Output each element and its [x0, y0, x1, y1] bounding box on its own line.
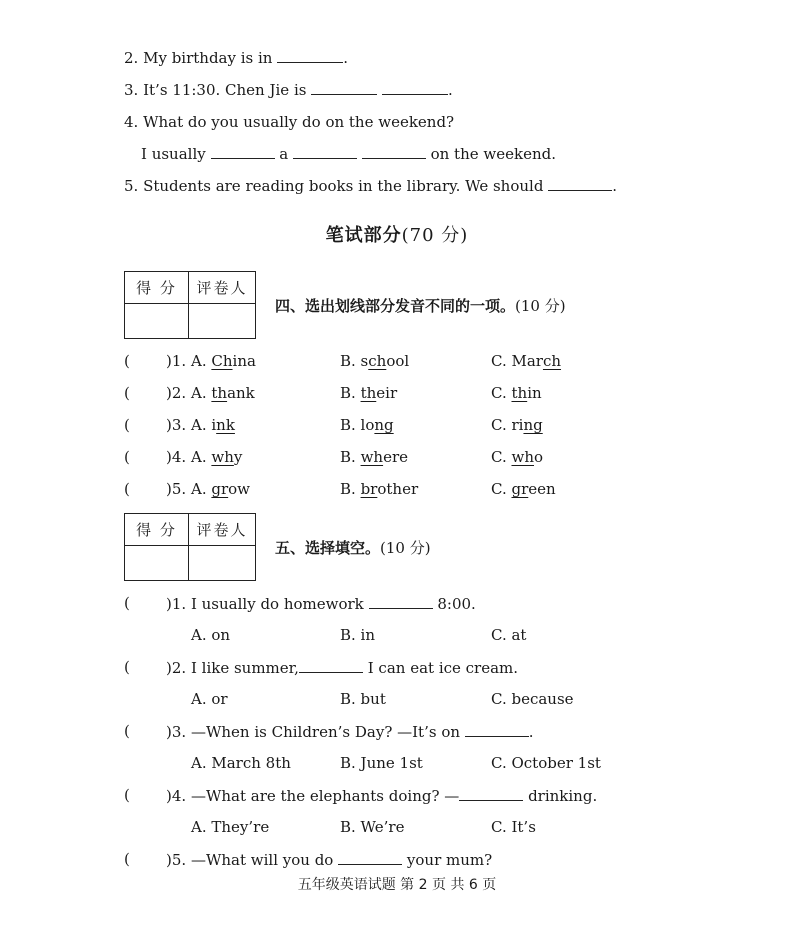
option-text: y: [233, 448, 243, 466]
option-text: ere: [383, 448, 408, 466]
option-c[interactable]: C. It’s: [491, 818, 536, 836]
option-b[interactable]: [340, 416, 394, 434]
option-a[interactable]: [191, 384, 255, 402]
section-title-text: 四、选出划线部分发音不同的一项。: [275, 297, 516, 315]
question-number: )3.: [166, 723, 187, 741]
question-number: )4.: [166, 787, 187, 805]
option-c[interactable]: [491, 384, 542, 402]
answer-paren[interactable]: (: [124, 448, 130, 466]
option-text: ina: [232, 352, 256, 370]
option-text: C.: [491, 384, 512, 402]
answer-paren[interactable]: (: [124, 352, 130, 370]
answer-blank[interactable]: [311, 80, 377, 95]
option-c[interactable]: C. at: [491, 626, 527, 644]
score-cell[interactable]: [125, 304, 189, 338]
option-b[interactable]: [340, 384, 397, 402]
grader-cell[interactable]: [189, 546, 255, 580]
question-text: drinking.: [528, 787, 598, 805]
option-text: A. i: [191, 416, 217, 434]
option-b[interactable]: [340, 480, 418, 498]
answer-blank[interactable]: [362, 144, 426, 159]
grader-label: 评卷人: [189, 272, 255, 304]
answer-paren[interactable]: (: [124, 850, 130, 868]
option-text: B. lo: [340, 416, 375, 434]
underlined-letters: ng: [523, 416, 543, 434]
answer-paren[interactable]: (: [124, 786, 130, 804]
score-box: [124, 271, 256, 339]
option-a[interactable]: A. They’re: [191, 818, 270, 836]
option-b[interactable]: [340, 352, 409, 370]
question-number: )5.: [166, 851, 187, 869]
option-text: B.: [340, 384, 361, 402]
option-text: ank: [227, 384, 255, 402]
question-text: —What will you do: [190, 851, 334, 869]
answer-text: a: [279, 145, 289, 163]
question-number: )3.: [166, 416, 187, 434]
section-5-q2: [166, 658, 518, 678]
answer-blank[interactable]: [459, 786, 523, 801]
question-text: your mum?: [406, 851, 493, 869]
section-5-q3: [166, 722, 534, 742]
score-cell[interactable]: [125, 546, 189, 580]
underlined-letters: wh: [511, 448, 534, 466]
answer-paren[interactable]: (: [124, 594, 130, 612]
answer-blank[interactable]: [277, 48, 343, 63]
question-text: I usually do homework: [190, 595, 364, 613]
listening-q4: [124, 112, 454, 132]
question-text: 8:00.: [437, 595, 476, 613]
listening-q2: [124, 48, 348, 68]
question-number: )1.: [166, 352, 187, 370]
answer-blank[interactable]: [293, 144, 357, 159]
answer-blank[interactable]: [369, 594, 433, 609]
answer-text: I usually: [141, 145, 206, 163]
answer-paren[interactable]: (: [124, 722, 130, 740]
question-text: I like summer,: [190, 659, 299, 677]
question-number: 3.: [124, 81, 139, 99]
question-text: Students are reading books in the library. We should: [143, 177, 544, 195]
option-c[interactable]: C. October 1st: [491, 754, 601, 772]
section-5-q5: [166, 850, 492, 870]
option-text: ool: [386, 352, 410, 370]
underlined-letters: Ch: [211, 352, 233, 370]
underlined-letters: ng: [374, 416, 394, 434]
answer-blank[interactable]: [465, 722, 529, 737]
section-5-title: [275, 537, 431, 558]
option-text: C.: [491, 480, 512, 498]
option-a[interactable]: [191, 416, 235, 434]
option-text: A.: [191, 448, 212, 466]
section-title-text: 五、选择填空。: [275, 539, 381, 557]
question-number: )1.: [166, 595, 187, 613]
punct: .: [528, 723, 534, 741]
answer-paren[interactable]: (: [124, 658, 130, 676]
answer-blank[interactable]: [299, 658, 363, 673]
underlined-letters: ch: [368, 352, 387, 370]
underlined-letters: th: [511, 384, 528, 402]
option-c[interactable]: C. because: [491, 690, 574, 708]
section-5-q1: [166, 594, 476, 614]
option-text: o: [533, 448, 544, 466]
underlined-letters: wh: [211, 448, 234, 466]
question-number: )2.: [166, 659, 187, 677]
question-text: —When is Children’s Day? —It’s on: [190, 723, 461, 741]
question-number: 5.: [124, 177, 139, 195]
option-a[interactable]: A. on: [191, 626, 231, 644]
option-text: A.: [191, 384, 212, 402]
answer-paren[interactable]: (: [124, 384, 130, 402]
option-c[interactable]: [491, 352, 561, 370]
option-text: A.: [191, 480, 212, 498]
section-5-q4: [166, 786, 597, 806]
page-footer: 五年级英语试题 第 2 页 共 6 页: [297, 877, 497, 893]
answer-blank[interactable]: [338, 850, 402, 865]
option-text: ow: [228, 480, 251, 498]
option-text: other: [377, 480, 419, 498]
score-label: 得 分: [125, 514, 189, 546]
option-text: B.: [340, 480, 361, 498]
grader-label: 评卷人: [189, 514, 255, 546]
answer-blank[interactable]: [211, 144, 275, 159]
listening-q4-answer: [141, 144, 556, 164]
option-b[interactable]: [340, 448, 408, 466]
underlined-letters: gr: [211, 480, 229, 498]
option-b[interactable]: B. in: [340, 626, 376, 644]
option-c[interactable]: [491, 480, 556, 498]
option-text: A.: [191, 352, 212, 370]
option-text: B. s: [340, 352, 369, 370]
question-number: 4.: [124, 113, 139, 131]
question-text: It’s 11:30. Chen Jie is: [143, 81, 307, 99]
listening-q3: [124, 80, 453, 100]
option-text: in: [527, 384, 542, 402]
underlined-letters: ch: [542, 352, 562, 370]
option-a[interactable]: [191, 480, 250, 498]
option-a[interactable]: [191, 352, 256, 370]
section-4-title: [275, 295, 566, 316]
question-text: I can eat ice cream.: [367, 659, 519, 677]
option-a[interactable]: A. or: [191, 690, 228, 708]
answer-blank[interactable]: [548, 176, 612, 191]
listening-q5: [124, 176, 617, 196]
option-text: C. ri: [491, 416, 524, 434]
question-number: )2.: [166, 384, 187, 402]
question-number: )4.: [166, 448, 187, 466]
answer-paren[interactable]: (: [124, 416, 130, 434]
underlined-letters: th: [360, 384, 377, 402]
option-b[interactable]: B. We’re: [340, 818, 405, 836]
option-c[interactable]: [491, 416, 543, 434]
question-number: )5.: [166, 480, 187, 498]
underlined-letters: nk: [216, 416, 235, 434]
option-text: C. Mar: [491, 352, 543, 370]
underlined-letters: wh: [360, 448, 384, 466]
question-number: 2.: [124, 49, 139, 67]
option-c[interactable]: [491, 448, 543, 466]
option-text: eir: [376, 384, 398, 402]
question-text: My birthday is in: [143, 49, 273, 67]
answer-paren[interactable]: (: [124, 480, 130, 498]
section-points: (10 分): [515, 297, 566, 315]
option-a[interactable]: [191, 448, 242, 466]
option-text: een: [528, 480, 556, 498]
title-text: 笔试部分: [325, 225, 402, 246]
grader-cell[interactable]: [189, 304, 255, 338]
score-label: 得 分: [125, 272, 189, 304]
punct: .: [343, 49, 349, 67]
answer-text: on the weekend.: [430, 145, 556, 163]
option-b[interactable]: B. June 1st: [340, 754, 423, 772]
option-a[interactable]: A. March 8th: [191, 754, 291, 772]
title-points: (70 分): [401, 225, 469, 246]
question-text: —What are the elephants doing? —: [190, 787, 460, 805]
punct: .: [448, 81, 453, 99]
question-text: What do you usually do on the weekend?: [143, 113, 455, 131]
option-text: C.: [491, 448, 512, 466]
option-b[interactable]: B. but: [340, 690, 386, 708]
score-box: [124, 513, 256, 581]
section-points: (10 分): [380, 539, 431, 557]
underlined-letters: th: [211, 384, 228, 402]
answer-blank[interactable]: [382, 80, 448, 95]
written-part-title: [0, 221, 794, 247]
underlined-letters: br: [360, 480, 378, 498]
underlined-letters: gr: [511, 480, 529, 498]
option-text: B.: [340, 448, 361, 466]
punct: .: [612, 177, 617, 195]
